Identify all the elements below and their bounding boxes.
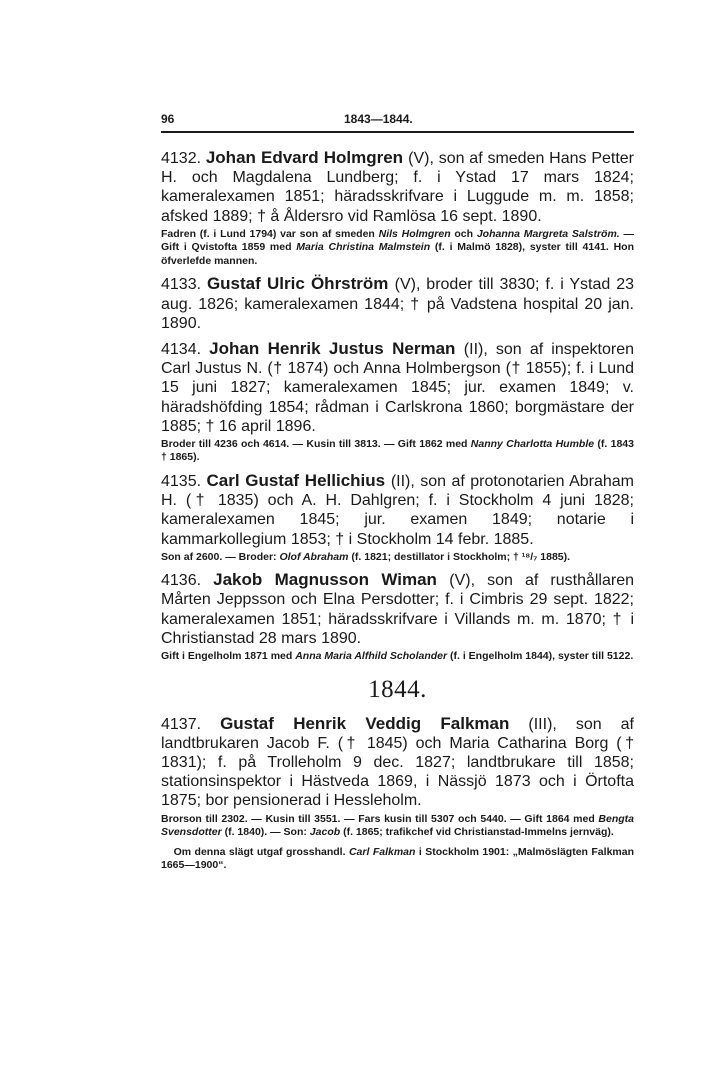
entry-body: (II), son af inspektoren Carl Justus N. († 1874) och Anna Holmbergson († 1855); f. i Lund 15 juni 1827; kameralexamen 1845; jur. examen 1849; v. häradshöfding 1854; rådman i Carlskrona 1860; borgmästare der 1885; † 16 april 1896.: [161, 340, 634, 435]
note-italic-text: Carl Falkman: [348, 845, 416, 858]
entry-body: (V), son af smeden Hans Petter H. och Magdalena Lundberg; f. i Ystad 17 mars 1824; kameralexamen 1851; häradsskrifvare i Luggude m. m. 1858; afsked 1889; † å Åldersro vid Ramlösa 16 sept. 1890.: [161, 150, 635, 225]
note-text: (f. i Malmö 1828), syster till 4141. Hon öfverlefde mannen.: [161, 241, 634, 267]
header-rule: [161, 131, 634, 133]
entry-note: [161, 813, 634, 840]
entry-text: [161, 274, 634, 333]
note-text: (f. 1865; trafikchef vid Christianstad-Immelns jernväg).: [340, 826, 614, 839]
entry-name: Gustaf Henrik Veddig Falkman: [220, 713, 510, 733]
note-italic-text: Olof Abraham: [279, 550, 349, 563]
note-italic-text: Johanna Margreta Salström.: [476, 227, 620, 240]
note-italic-text: Maria Christina Malmstein: [296, 241, 431, 254]
note-text: Fadren (f. i Lund 1794) var son af smeden: [161, 227, 379, 240]
entry-text: [161, 714, 634, 811]
entry: [161, 471, 634, 564]
entry-text: [161, 471, 634, 549]
running-head: 1843—1844.: [344, 112, 413, 126]
note-text: (f. 1840). — Son:: [221, 826, 310, 839]
entry-name: Johan Edvard Holmgren: [205, 148, 409, 167]
note-text: och: [450, 227, 477, 240]
entry-note: [161, 846, 634, 873]
entry-name: Jakob Magnusson Wiman: [213, 570, 450, 590]
entry-body: (III), son af landtbrukaren Jacob F. († 1845) och Maria Catharina Borg († 1831); f. på Trolleholm 9 dec. 1827; landtbrukare till 1858; stationsinspektor i Hästveda 1869, i Nässjö 1873 och i Örtofta 1875; bor pensionerad i Hessleholm.: [161, 715, 635, 810]
entry-note: [161, 228, 634, 269]
entry-text: [161, 148, 634, 226]
note-italic-text: Bengta Svensdotter: [161, 812, 634, 839]
entry-note: [161, 650, 634, 664]
entry-note: [161, 551, 634, 565]
note-text: Son af 2600. — Broder:: [161, 550, 280, 563]
entry-number: 4134.: [161, 340, 210, 358]
entry-number: 4133.: [161, 276, 207, 294]
entry-number: 4137.: [161, 715, 202, 733]
entry-number: 4135.: [161, 472, 207, 490]
entry-text: [161, 570, 634, 648]
entry: [161, 339, 634, 465]
note-text: Om denna slägt utgaf grosshandl.: [173, 845, 349, 858]
note-text: (f. i Engelholm 1844), syster till 5122.: [447, 650, 634, 663]
note-italic-text: Nils Holmgren: [378, 227, 451, 240]
note-text: Broder till 4236 och 4614. — Kusin till 3813. — Gift 1862 med: [161, 437, 471, 450]
note-text: (f. 1843 † 1865).: [161, 437, 634, 464]
entry: [161, 274, 634, 339]
entry-text: [161, 339, 634, 436]
entry-body: (V), son af rusthållaren Mårten Jeppsson och Elna Persdotter; f. i Cimbris 29 sept. 1822; kameralexamen 1851; häradsskrifvare i Villands m. m. 1870; † i Christianstad 28 mars 1890.: [161, 572, 635, 647]
note-italic-text: Jacob: [309, 826, 341, 839]
note-text: — Gift i Qvistofta 1859 med: [161, 227, 634, 254]
page-header: [161, 112, 634, 126]
note-italic-text: Nanny Charlotta Humble: [470, 437, 595, 450]
entry-list: [161, 148, 634, 664]
note-text: (f. 1821; destillator i Stockholm; † ¹⁸/₇ 1885).: [348, 550, 571, 563]
entry-4137: [161, 714, 634, 873]
entry-name: Gustaf Ulric Öhrström: [206, 274, 395, 294]
entry-body: (II), son af protonotarien Abraham H. († 1835) och A. H. Dahlgren; f. i Stockholm 4 juni 1828; kameralexamen 1845; jur. examen 1849; notarie i kammarkollegium 1853; † i Stockholm 14 febr. 1885.: [161, 472, 634, 548]
entry: [161, 570, 634, 663]
page-number: 96: [161, 112, 175, 126]
page-content: [161, 148, 634, 879]
entry-note: [161, 438, 634, 465]
note-italic-text: Anna Maria Alfhild Scholander: [295, 650, 448, 663]
entry-name: Carl Gustaf Hellichius: [206, 470, 391, 490]
year-heading: 1844.: [368, 675, 427, 703]
entry: [161, 148, 634, 268]
entry-number: 4132.: [161, 150, 206, 167]
note-text: Gift i Engelholm 1871 med: [161, 650, 296, 663]
entry-body: (V), broder till 3830; f. i Ystad 23 aug. 1826; kameralexamen 1844; † på Vadstena hospital 20 jan. 1890.: [161, 276, 635, 332]
entry-name: Johan Henrik Justus Nerman: [209, 338, 464, 358]
note-text: i Stockholm 1901: „Malmöslägten Falkman 1665—1900“.: [161, 845, 634, 872]
entry-number: 4136.: [161, 572, 214, 590]
note-text: Brorson till 2302. — Kusin till 3551. — Fars kusin till 5307 och 5440. — Gift 1864 med: [161, 812, 599, 825]
